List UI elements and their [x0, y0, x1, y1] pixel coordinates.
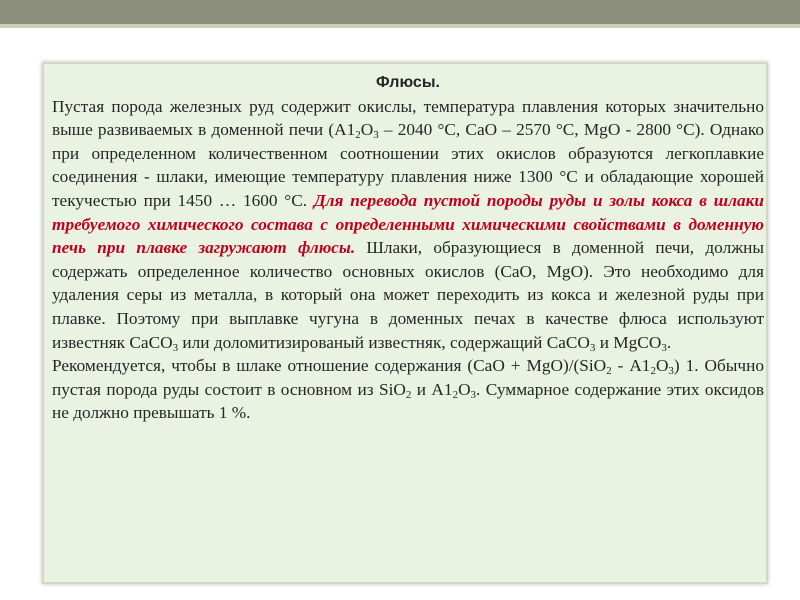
p2-text-5: и А1: [411, 379, 453, 399]
p2-text-6: O: [458, 379, 471, 399]
p1-sub-1: 2: [355, 129, 361, 142]
p1-text-3: – 2040 °С, СаО – 2570 °С, MgO - 2800 °С). Однако при определенном количественном соотношении этих окислов образуются легкоплавкие соединения - шлаки, имеющие температуру плавления ниже 1300 °С и обладающие хорошей текучестью при 1450 … 1600 °С.: [52, 120, 764, 210]
p1-sub-2: 3: [373, 129, 379, 142]
p2-text-4: ) 1. Обычно пустая порода руды состоит в основном из SiO: [52, 356, 764, 399]
p2-sub-4: 2: [405, 388, 412, 401]
p2-text-1: Рекомендуется, чтобы в шлаке отношение содержания (СаО + MgO)/(SiO: [52, 356, 607, 376]
p1-text-5: или доломитизированый известняк, содержащий СаСО: [178, 332, 590, 352]
slide-text: [52, 71, 764, 425]
paragraph-recommendation: [52, 354, 764, 425]
p2-text-2: - А1: [611, 356, 651, 376]
slide-title: Флюсы.: [376, 74, 440, 91]
p2-sub-3: 3: [668, 365, 674, 378]
p1-sub-4: 3: [589, 341, 596, 354]
p1-sub-5: 3: [661, 341, 667, 354]
p1-text-7: .: [666, 332, 672, 352]
p2-text-7: . Суммарное содержание этих оксидов не должно превышать 1 %.: [52, 379, 764, 423]
p2-text-3: O: [655, 356, 669, 376]
top-decor-bar: [0, 0, 800, 24]
p2-sub-5: 2: [452, 388, 459, 401]
p1-text-1: Пустая порода железных руд содержит окислы, температура плавления которых значительно выше развиваемых в доменной печи (А1: [52, 96, 764, 140]
p1-text-4: Шлаки, образующиеся в доменной печи, должны содержать определенное количество основных окислов (СаО, MgO). Это необходимо для удаления серы из металла, в который она может переходить из кокса и железной руды при плавке. Поэтому при выплавке чугуна в доменных печах в качестве флюса используют известняк СаСО: [52, 238, 765, 352]
p1-sub-3: 3: [172, 341, 179, 354]
p2-sub-2: 2: [650, 365, 656, 378]
p2-sub-1: 2: [606, 365, 612, 378]
p1-text-6: и MgСО: [595, 332, 662, 352]
p1-text-2: O: [360, 120, 374, 140]
highlight-red-text: Для перевода пустой породы руды и золы кокса в шлаки требуемого химического состава с определенными химическими свойствами в доменную печь при плавке загружают флюсы.: [52, 190, 764, 258]
paragraph-fluxes: [52, 95, 764, 355]
top-decor-line: [0, 24, 800, 28]
p2-sub-6: 3: [470, 388, 477, 401]
